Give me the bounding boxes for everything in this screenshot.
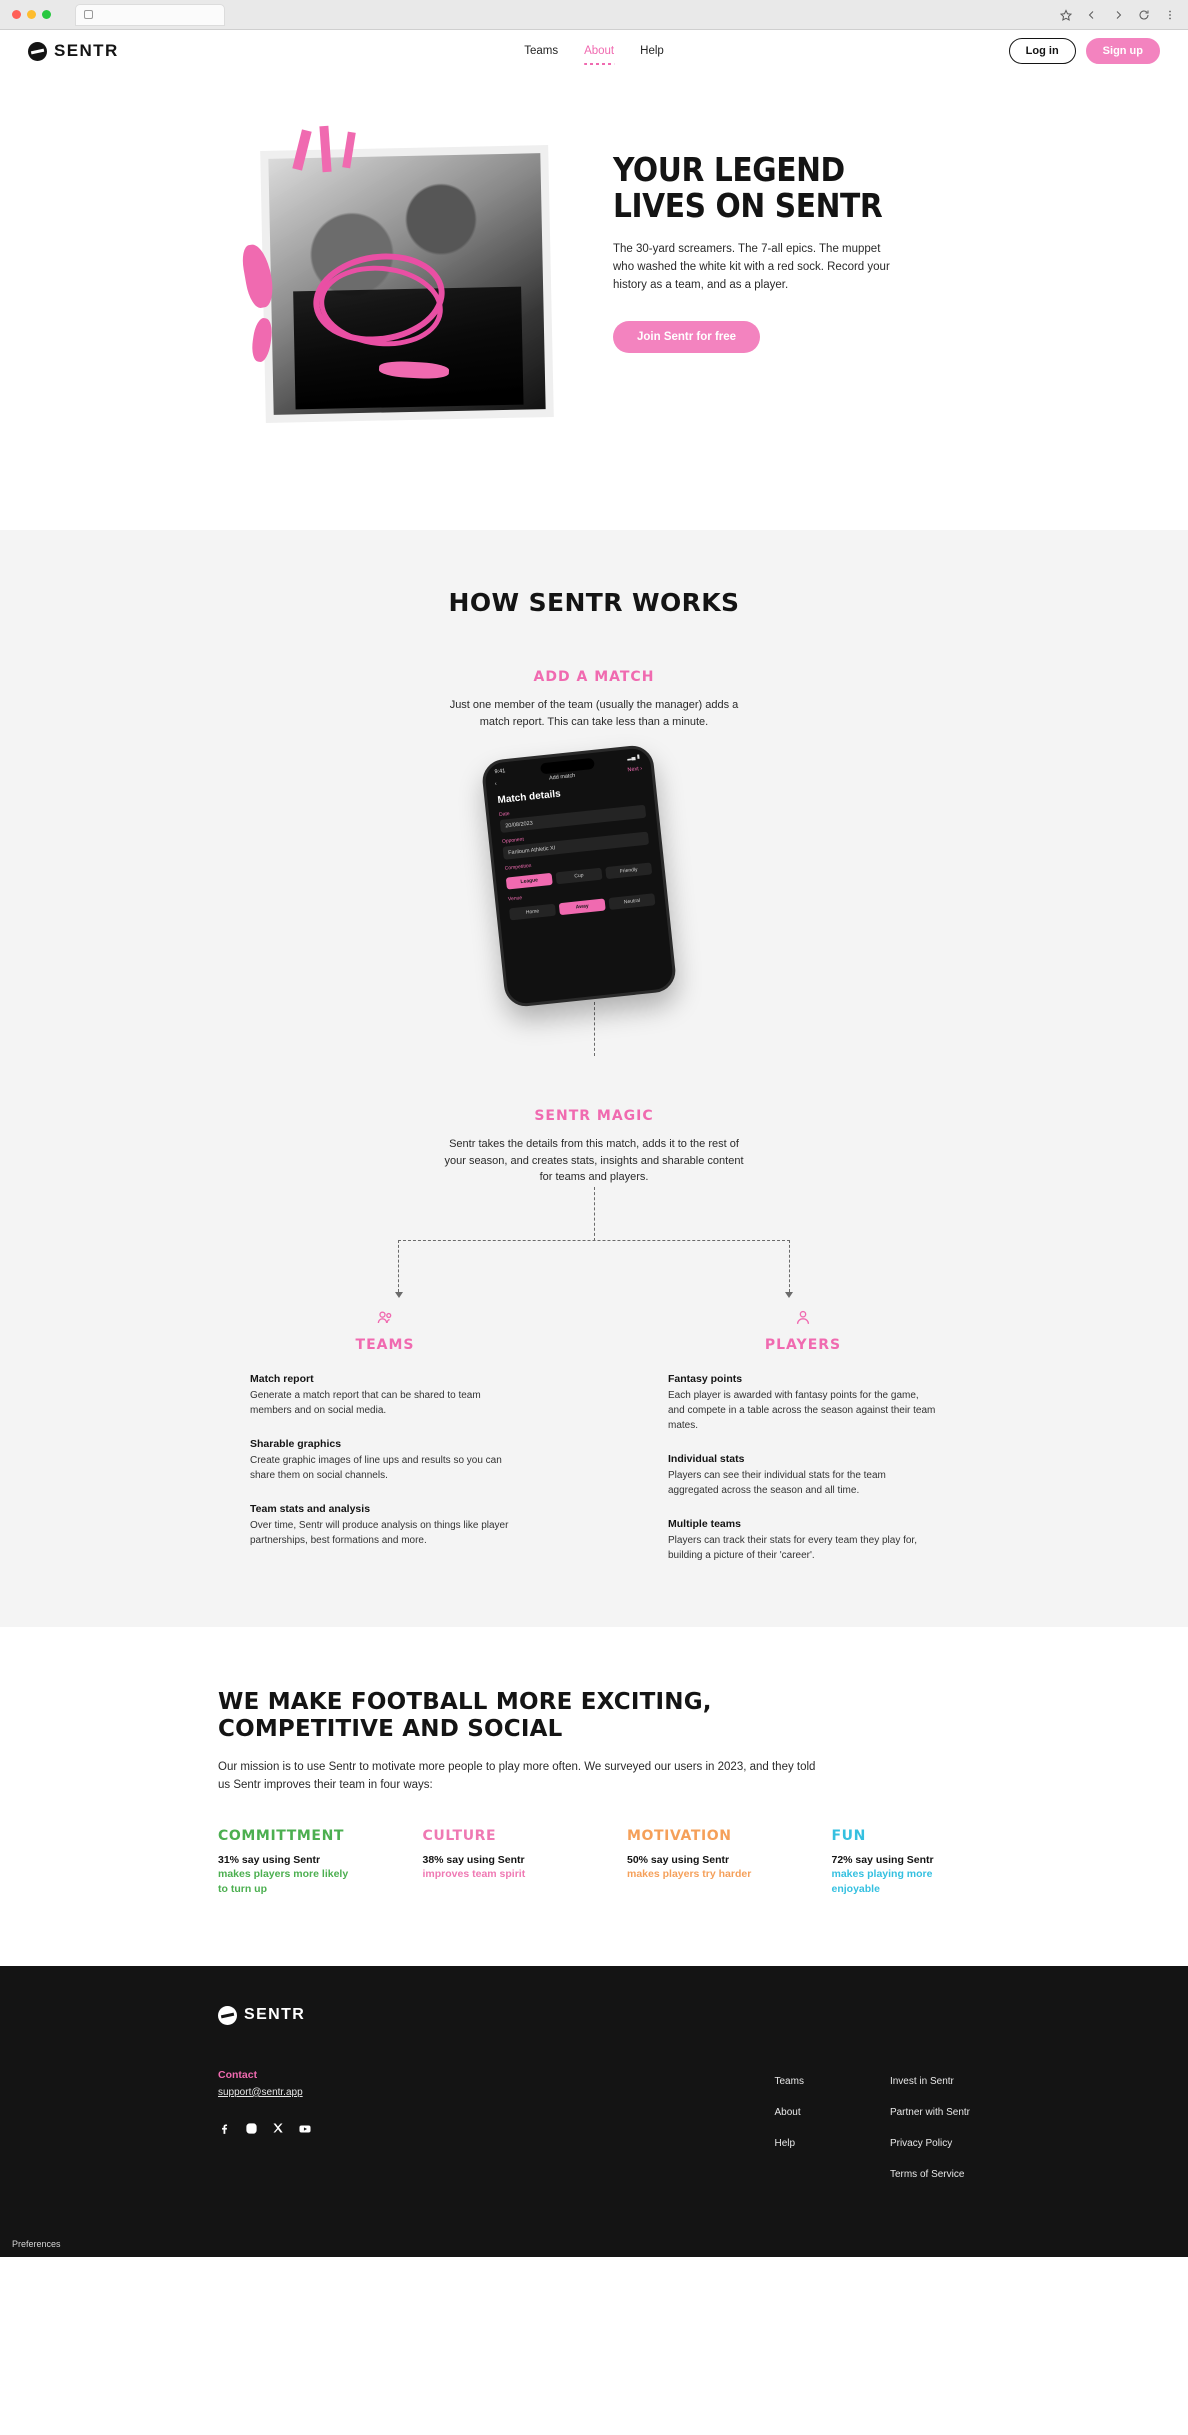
feature-item	[250, 1373, 520, 1418]
contact-email-link[interactable]: support@sentr.app	[218, 2086, 303, 2098]
teams-column-header	[250, 1308, 520, 1353]
stat-line2: improves team spirit	[422, 1868, 526, 1881]
stat-culture	[423, 1828, 562, 1895]
players-column-header	[668, 1308, 938, 1353]
header-actions	[1009, 38, 1160, 64]
venue-option-neutral[interactable]: Neutral	[608, 893, 655, 910]
teams-icon	[375, 1315, 395, 1332]
how-section-title: HOW SENTR WORKS	[448, 588, 740, 617]
nav-item-teams[interactable]: Teams	[524, 45, 559, 57]
back-arrow-icon[interactable]	[1086, 9, 1098, 21]
preferences-link[interactable]: Preferences	[12, 2238, 61, 2249]
footer-contact	[218, 2069, 548, 2195]
step-2-text: Sentr takes the details from this match, adds it to the rest of your season, and creates stats, insights and sharable content for teams and players.	[444, 1138, 744, 1183]
kebab-menu-icon[interactable]	[1164, 9, 1176, 21]
site-footer	[0, 1966, 1188, 2257]
players-column-title: PLAYERS	[764, 1336, 842, 1353]
mission-title-line1: WE MAKE FOOTBALL MORE EXCITING,	[218, 1688, 712, 1715]
reload-icon[interactable]	[1138, 9, 1150, 21]
main-nav	[524, 45, 664, 57]
teams-column	[250, 1308, 520, 1563]
footer-links-primary	[775, 2071, 804, 2195]
flow-connector-line	[594, 1002, 595, 1056]
join-sentr-button[interactable]: Join Sentr for free	[613, 321, 760, 353]
stat-motivation	[627, 1828, 766, 1895]
flow-arrow-left	[395, 1292, 403, 1298]
browser-chrome-bar	[0, 0, 1188, 30]
stat-line2: makes playing more enjoyable	[831, 1868, 933, 1895]
mission-body: Our mission is to use Sentr to motivate more people to play more often. We surveyed our users in 2023, and they told us Sentr improves their team in four ways:	[218, 1760, 816, 1791]
site-header	[0, 30, 1188, 72]
mission-title-line2: COMPETITIVE AND SOCIAL	[218, 1715, 563, 1742]
feature-item	[250, 1503, 520, 1548]
app-nav-title: Add match	[548, 772, 576, 782]
footer-brand-name: SENTR	[244, 2006, 306, 2024]
instagram-icon[interactable]	[245, 2122, 258, 2136]
stat-line1: 31% say using Sentr	[218, 1854, 321, 1867]
feature-heading: Fantasy points	[668, 1372, 743, 1385]
stat-line1: 38% say using Sentr	[422, 1854, 525, 1867]
feature-body: Create graphic images of line ups and results so you can share them on social channels.	[250, 1454, 502, 1481]
feature-heading: Match report	[250, 1372, 314, 1385]
feature-item	[250, 1438, 520, 1483]
stat-line2: makes players more likely to turn up	[218, 1868, 349, 1895]
hero-copy	[613, 126, 943, 446]
tab-strip[interactable]	[75, 4, 225, 26]
sentr-logo-icon	[28, 42, 47, 61]
flow-arrow-right	[785, 1292, 793, 1298]
hero-body-text: The 30-yard screamers. The 7-all epics. The muppet who washed the white kit with a red sock. Record your history as a team, and as a player.	[613, 243, 890, 291]
feature-body: Each player is awarded with fantasy points for the game, and compete in a table across the season against their team mates.	[668, 1389, 936, 1431]
stat-line1: 50% say using Sentr	[627, 1854, 730, 1867]
footer-link-about[interactable]: About	[774, 2106, 801, 2118]
stat-line2: makes players try harder	[627, 1868, 752, 1881]
step-2-label: SENTR MAGIC	[534, 1108, 654, 1124]
footer-columns	[218, 2069, 970, 2195]
player-icon	[793, 1315, 813, 1332]
feature-body: Players can see their individual stats for the team aggregated across the season and all time.	[668, 1469, 886, 1496]
status-icons: ▂▄ ▮	[626, 753, 641, 762]
venue-label: Venue	[507, 895, 523, 903]
competition-label: Competition	[504, 862, 532, 872]
footer-link-teams[interactable]: Teams	[774, 2075, 804, 2087]
hero-section	[0, 72, 1188, 530]
hero-title-line2: LIVES ON SENTR	[613, 185, 883, 225]
chrome-controls	[1060, 9, 1176, 21]
feature-item	[668, 1373, 938, 1433]
step-1-text: Just one member of the team (usually the manager) adds a match report. This can take less than a minute.	[449, 699, 739, 728]
feature-body: Generate a match report that can be shared to team members and on social media.	[250, 1389, 481, 1416]
match-details-heading: Match details	[497, 788, 562, 807]
teams-column-title: TEAMS	[355, 1336, 415, 1353]
page-content	[0, 30, 1188, 2435]
contact-heading: Contact	[218, 2068, 258, 2081]
stat-name: CULTURE	[422, 1828, 497, 1845]
back-button[interactable]: ‹	[494, 781, 498, 788]
feature-heading: Sharable graphics	[250, 1437, 342, 1450]
maximize-window-button[interactable]	[42, 10, 51, 19]
footer-link-help[interactable]: Help	[774, 2137, 796, 2149]
mission-title	[218, 1689, 970, 1743]
social-links	[218, 2122, 548, 2136]
footer-link-privacy[interactable]: Privacy Policy	[889, 2137, 953, 2149]
stat-committment	[218, 1828, 357, 1895]
footer-link-terms[interactable]: Terms of Service	[889, 2168, 965, 2180]
nav-item-help[interactable]: Help	[640, 45, 664, 57]
venue-option-away[interactable]: Away	[559, 898, 606, 915]
bookmark-star-icon[interactable]	[1060, 9, 1072, 21]
feature-body: Over time, Sentr will produce analysis on things like player partnerships, best formations and more.	[250, 1519, 509, 1546]
audience-columns	[0, 1308, 1188, 1563]
browser-tab[interactable]	[75, 4, 225, 26]
phone-device	[481, 744, 678, 1009]
phone-mockup	[449, 752, 739, 1002]
hero-collage-image	[245, 126, 555, 446]
opponent-field-label: Opponent	[501, 836, 525, 845]
feature-item	[668, 1453, 938, 1498]
footer-logo[interactable]	[218, 2006, 970, 2025]
hero-title-line1: YOUR LEGEND	[613, 150, 845, 189]
pink-brush-stroke	[319, 126, 331, 173]
competition-option-league[interactable]: League	[506, 873, 553, 890]
stat-name: COMMITTMENT	[218, 1828, 345, 1845]
feature-body: Players can track their stats for every team they play for, building a picture of their 'career'.	[668, 1534, 917, 1561]
opponent-field-value[interactable]: Fanloum Athletic XI	[503, 832, 650, 860]
stat-name: FUN	[831, 1828, 866, 1845]
step-1-label: ADD A MATCH	[533, 669, 655, 685]
close-window-button[interactable]	[12, 10, 21, 19]
stat-name: MOTIVATION	[627, 1828, 732, 1845]
mission-section	[0, 1627, 1188, 1966]
footer-link-partner[interactable]: Partner with Sentr	[889, 2106, 970, 2118]
next-button[interactable]: Next ›	[627, 765, 643, 774]
youtube-icon[interactable]	[298, 2122, 312, 2136]
x-twitter-icon[interactable]	[272, 2122, 284, 2136]
venue-option-home[interactable]: Home	[509, 904, 556, 921]
facebook-icon[interactable]	[218, 2122, 231, 2136]
stat-fun	[832, 1828, 971, 1895]
date-field-label: Date	[498, 810, 511, 818]
footer-links-secondary	[890, 2071, 970, 2195]
competition-option-friendly[interactable]: Friendly	[605, 862, 652, 879]
minimize-window-button[interactable]	[27, 10, 36, 19]
competition-option-cup[interactable]: Cup	[555, 868, 602, 885]
login-button[interactable]: Log in	[1009, 38, 1076, 64]
stat-line1: 72% say using Sentr	[831, 1854, 934, 1867]
flow-branch-connector	[398, 1240, 790, 1292]
date-field-value[interactable]: 20/08/2023	[500, 805, 647, 833]
feature-item	[668, 1518, 938, 1563]
feature-heading: Multiple teams	[668, 1517, 741, 1530]
footer-link-columns	[775, 2069, 971, 2195]
feature-heading: Team stats and analysis	[250, 1502, 371, 1515]
status-time: 9:41	[494, 768, 506, 776]
stats-row	[218, 1828, 970, 1895]
window-traffic-lights[interactable]	[12, 10, 51, 19]
favicon-icon	[84, 10, 93, 19]
footer-link-invest[interactable]: Invest in Sentr	[889, 2075, 954, 2087]
sentr-logo-icon	[218, 2006, 237, 2025]
hero-title	[613, 152, 943, 223]
nav-item-about[interactable]: About	[584, 45, 615, 57]
forward-arrow-icon[interactable]	[1112, 9, 1124, 21]
how-it-works-section	[0, 530, 1188, 1627]
players-column	[668, 1308, 938, 1563]
signup-button[interactable]: Sign up	[1086, 38, 1160, 64]
feature-heading: Individual stats	[668, 1452, 745, 1465]
brand-name: SENTR	[54, 41, 119, 60]
site-logo[interactable]	[28, 41, 119, 61]
